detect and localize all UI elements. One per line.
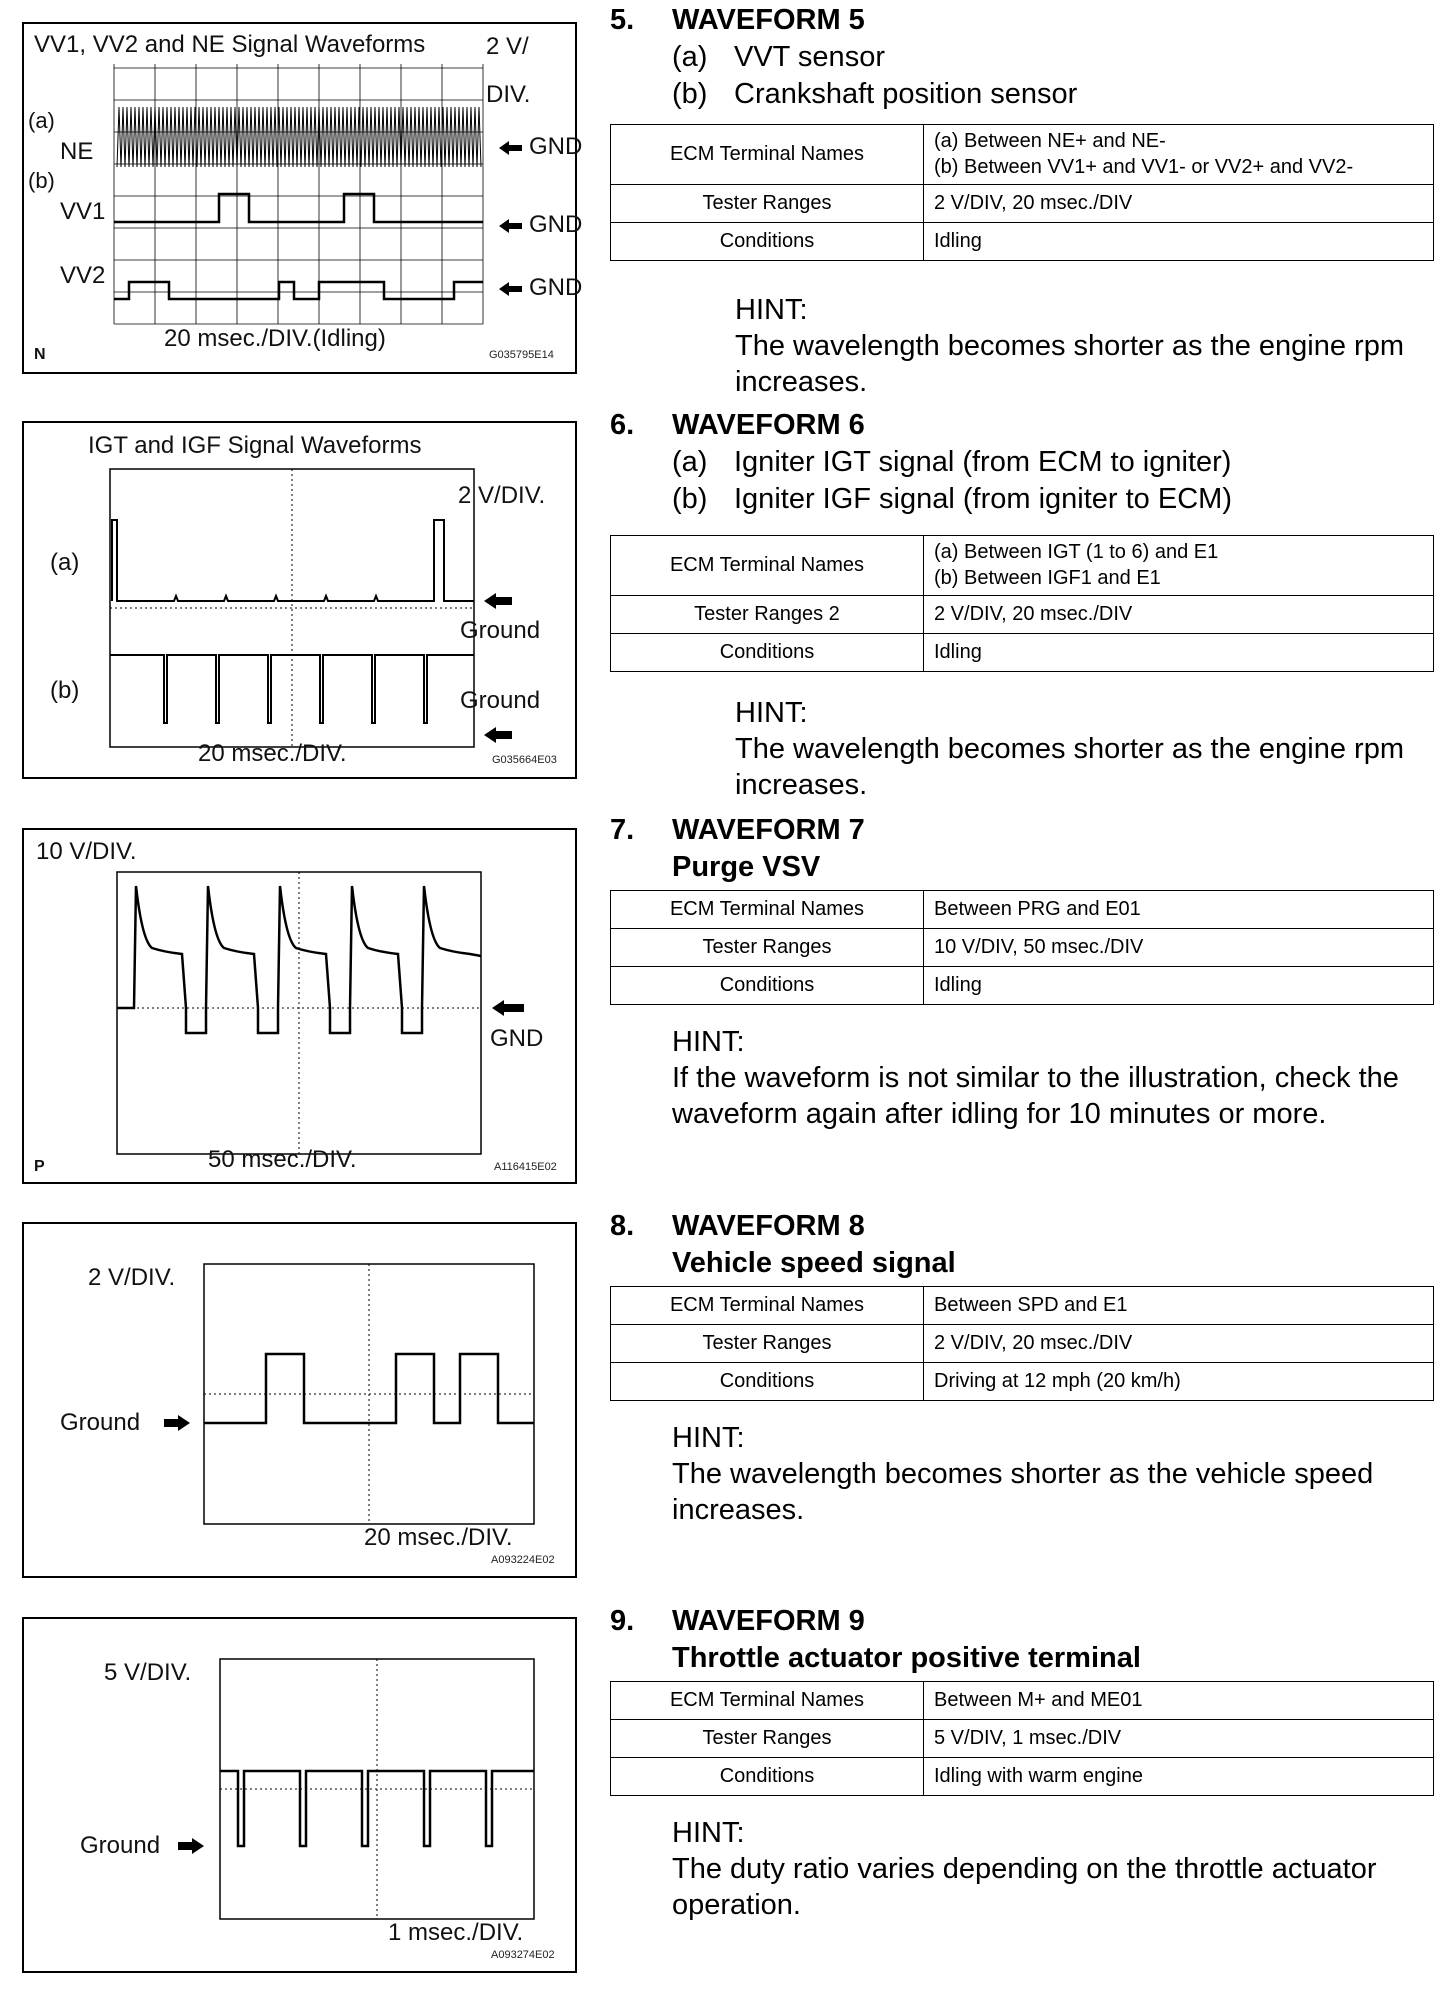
hint-text: The wavelength becomes shorter as the engine rpm increases. bbox=[735, 330, 1404, 398]
figure2-ground-a: Ground bbox=[460, 617, 541, 644]
figure1-gnd-vv2: GND bbox=[529, 274, 583, 301]
table-key: ECM Terminal Names bbox=[611, 536, 924, 596]
figure2-time-label: 20 msec./DIV. bbox=[198, 740, 347, 767]
table-row bbox=[611, 1325, 1434, 1363]
section5-number: 5. bbox=[610, 4, 635, 36]
hint-text: The wavelength becomes shorter as the engine rpm increases. bbox=[735, 733, 1404, 801]
figure2-label-b: (b) bbox=[50, 677, 80, 704]
figure1-letter: N bbox=[34, 346, 46, 363]
table-row bbox=[611, 185, 1434, 223]
hint-label: HINT: bbox=[672, 1817, 745, 1849]
figure1-label-vv1: VV1 bbox=[60, 198, 106, 225]
gnd-arrows bbox=[499, 141, 522, 296]
figure-throttle-actuator-waveform bbox=[22, 1617, 577, 1973]
purge-vsv-waveform-graph bbox=[24, 830, 579, 1186]
table-row bbox=[611, 536, 1434, 596]
figure3-gnd: GND bbox=[490, 1025, 544, 1052]
table-row bbox=[611, 223, 1434, 261]
table-row bbox=[611, 1758, 1434, 1796]
section8-spec-table bbox=[610, 1286, 1434, 1401]
table-row bbox=[611, 967, 1434, 1005]
vv1-signal-trace bbox=[114, 194, 483, 222]
figure3-time-label: 50 msec./DIV. bbox=[208, 1146, 357, 1173]
figure-purge-vsv-waveform bbox=[22, 828, 577, 1184]
figure1-label-ne: NE bbox=[60, 138, 94, 165]
table-row bbox=[611, 1287, 1434, 1325]
section7-hint bbox=[672, 1024, 1442, 1132]
section6-number: 6. bbox=[610, 409, 635, 441]
figure5-scale: 5 V/DIV. bbox=[104, 1659, 192, 1686]
table-value: 2 V/DIV, 20 msec./DIV bbox=[924, 185, 1434, 223]
section5-title: WAVEFORM 5 bbox=[672, 4, 865, 36]
section6-spec-table bbox=[610, 535, 1434, 672]
figure-vehicle-speed-waveform bbox=[22, 1222, 577, 1578]
table-value: 2 V/DIV, 20 msec./DIV bbox=[924, 1325, 1434, 1363]
section7-number: 7. bbox=[610, 814, 635, 846]
table-value: Idling with warm engine bbox=[924, 1758, 1434, 1796]
figure1-time-label: 20 msec./DIV.(Idling) bbox=[164, 325, 386, 352]
section6-title: WAVEFORM 6 bbox=[672, 409, 865, 441]
table-value: Idling bbox=[924, 634, 1434, 672]
table-row bbox=[611, 1720, 1434, 1758]
hint-label: HINT: bbox=[735, 294, 808, 326]
figure4-scale: 2 V/DIV. bbox=[88, 1264, 176, 1291]
table-value: Idling bbox=[924, 967, 1434, 1005]
table-key: Conditions bbox=[611, 223, 924, 261]
table-value: (a) Between NE+ and NE- (b) Between VV1+ and VV1- or VV2+ and VV2- bbox=[924, 125, 1434, 185]
table-value: Idling bbox=[924, 223, 1434, 261]
table-value: Between PRG and E01 bbox=[924, 891, 1434, 929]
table-value: Between SPD and E1 bbox=[924, 1287, 1434, 1325]
gnd-arrow bbox=[492, 1000, 524, 1016]
hint-text: The wavelength becomes shorter as the vehicle speed increases. bbox=[672, 1458, 1374, 1526]
table-row bbox=[611, 634, 1434, 672]
section9-hint bbox=[672, 1815, 1442, 1923]
figure1-title: VV1, VV2 and NE Signal Waveforms bbox=[34, 31, 426, 58]
figure1-label-a: (a) bbox=[28, 108, 55, 133]
hint-label: HINT: bbox=[735, 697, 808, 729]
section9-spec-table bbox=[610, 1681, 1434, 1796]
figure1-gnd-vv1: GND bbox=[529, 211, 583, 238]
figure1-gnd-ne: GND bbox=[529, 133, 583, 160]
section-waveform-6 bbox=[610, 409, 1440, 799]
section7-subtitle: Purge VSV bbox=[672, 851, 821, 883]
table-key: ECM Terminal Names bbox=[611, 1287, 924, 1325]
table-value: (a) Between IGT (1 to 6) and E1 (b) Between IGF1 and E1 bbox=[924, 536, 1434, 596]
figure2-label-a: (a) bbox=[50, 549, 80, 576]
table-value: 2 V/DIV, 20 msec./DIV bbox=[924, 596, 1434, 634]
ne-signal-trace bbox=[117, 107, 481, 167]
ground-arrow bbox=[178, 1838, 204, 1854]
figure1-label-vv2: VV2 bbox=[60, 262, 106, 289]
section9-number: 9. bbox=[610, 1605, 635, 1637]
table-key: ECM Terminal Names bbox=[611, 1682, 924, 1720]
hint-label: HINT: bbox=[672, 1422, 745, 1454]
section5-subitem-a: (a) VVT sensor bbox=[672, 41, 885, 73]
section8-hint bbox=[672, 1420, 1442, 1528]
figure2-scale: 2 V/DIV. bbox=[458, 482, 546, 509]
section-waveform-5 bbox=[610, 4, 1440, 398]
section7-title: WAVEFORM 7 bbox=[672, 814, 865, 846]
hint-label: HINT: bbox=[672, 1026, 745, 1058]
table-value: 10 V/DIV, 50 msec./DIV bbox=[924, 929, 1434, 967]
table-value: Driving at 12 mph (20 km/h) bbox=[924, 1363, 1434, 1401]
figure1-scale-line1: 2 V/ bbox=[486, 33, 529, 60]
table-row bbox=[611, 929, 1434, 967]
vvt-ne-waveform-graph bbox=[24, 24, 579, 376]
section-waveform-7 bbox=[610, 814, 1440, 1154]
table-key: ECM Terminal Names bbox=[611, 891, 924, 929]
figure5-code: A093274E02 bbox=[491, 1949, 555, 1961]
figure2-code: G035664E03 bbox=[492, 754, 557, 766]
figure2-ground-b: Ground bbox=[460, 687, 541, 714]
figure1-code: G035795E14 bbox=[489, 349, 554, 361]
section5-spec-table bbox=[610, 124, 1434, 261]
table-row bbox=[611, 891, 1434, 929]
table-key: Tester Ranges bbox=[611, 185, 924, 223]
figure4-ground: Ground bbox=[60, 1409, 141, 1436]
table-key: Tester Ranges bbox=[611, 1720, 924, 1758]
figure2-title: IGT and IGF Signal Waveforms bbox=[88, 432, 422, 459]
igt-igf-waveform-graph bbox=[24, 423, 579, 781]
table-key: Conditions bbox=[611, 1363, 924, 1401]
table-key: Conditions bbox=[611, 1758, 924, 1796]
igt-signal-trace bbox=[112, 520, 474, 601]
section9-title: WAVEFORM 9 bbox=[672, 1605, 865, 1637]
table-key: Conditions bbox=[611, 634, 924, 672]
table-row bbox=[611, 1682, 1434, 1720]
section7-spec-table bbox=[610, 890, 1434, 1005]
section-waveform-9 bbox=[610, 1605, 1440, 1945]
section6-subitem-a: (a) Igniter IGT signal (from ECM to igniter) bbox=[672, 446, 1232, 478]
figure3-scale: 10 V/DIV. bbox=[36, 838, 137, 865]
section8-subtitle: Vehicle speed signal bbox=[672, 1247, 956, 1279]
table-value: 5 V/DIV, 1 msec./DIV bbox=[924, 1720, 1434, 1758]
table-key: Tester Ranges 2 bbox=[611, 596, 924, 634]
ground-arrows bbox=[484, 593, 512, 743]
hint-text: The duty ratio varies depending on the throttle actuator operation. bbox=[672, 1853, 1377, 1921]
figure1-label-b: (b) bbox=[28, 168, 55, 193]
table-key: ECM Terminal Names bbox=[611, 125, 924, 185]
section-waveform-8 bbox=[610, 1210, 1440, 1550]
section8-number: 8. bbox=[610, 1210, 635, 1242]
figure5-time-label: 1 msec./DIV. bbox=[388, 1919, 524, 1946]
figure-igt-igf-waveforms bbox=[22, 421, 577, 779]
table-value: Between M+ and ME01 bbox=[924, 1682, 1434, 1720]
table-key: Tester Ranges bbox=[611, 929, 924, 967]
vv2-signal-trace bbox=[114, 282, 483, 299]
ground-arrow bbox=[164, 1415, 190, 1431]
section5-subitem-b: (b) Crankshaft position sensor bbox=[672, 78, 1078, 110]
table-row bbox=[611, 596, 1434, 634]
figure3-code: A116415E02 bbox=[494, 1161, 557, 1173]
section8-title: WAVEFORM 8 bbox=[672, 1210, 865, 1242]
section6-subitem-b: (b) Igniter IGF signal (from igniter to ECM) bbox=[672, 483, 1232, 515]
table-key: Conditions bbox=[611, 967, 924, 1005]
section6-hint bbox=[735, 695, 1435, 803]
figure4-code: A093224E02 bbox=[491, 1554, 555, 1566]
table-row bbox=[611, 125, 1434, 185]
hint-text: If the waveform is not similar to the illustration, check the waveform again after idling for 10 minutes or more. bbox=[672, 1062, 1399, 1130]
figure5-ground: Ground bbox=[80, 1832, 161, 1859]
section5-hint bbox=[735, 292, 1435, 400]
table-row bbox=[611, 1363, 1434, 1401]
figure1-scale-line2: DIV. bbox=[486, 81, 531, 108]
figure3-letter: P bbox=[34, 1158, 45, 1175]
table-key: Tester Ranges bbox=[611, 1325, 924, 1363]
figure4-time-label: 20 msec./DIV. bbox=[364, 1524, 513, 1551]
section9-subtitle: Throttle actuator positive terminal bbox=[672, 1642, 1141, 1674]
figure-vvt-ne-waveforms bbox=[22, 22, 583, 374]
